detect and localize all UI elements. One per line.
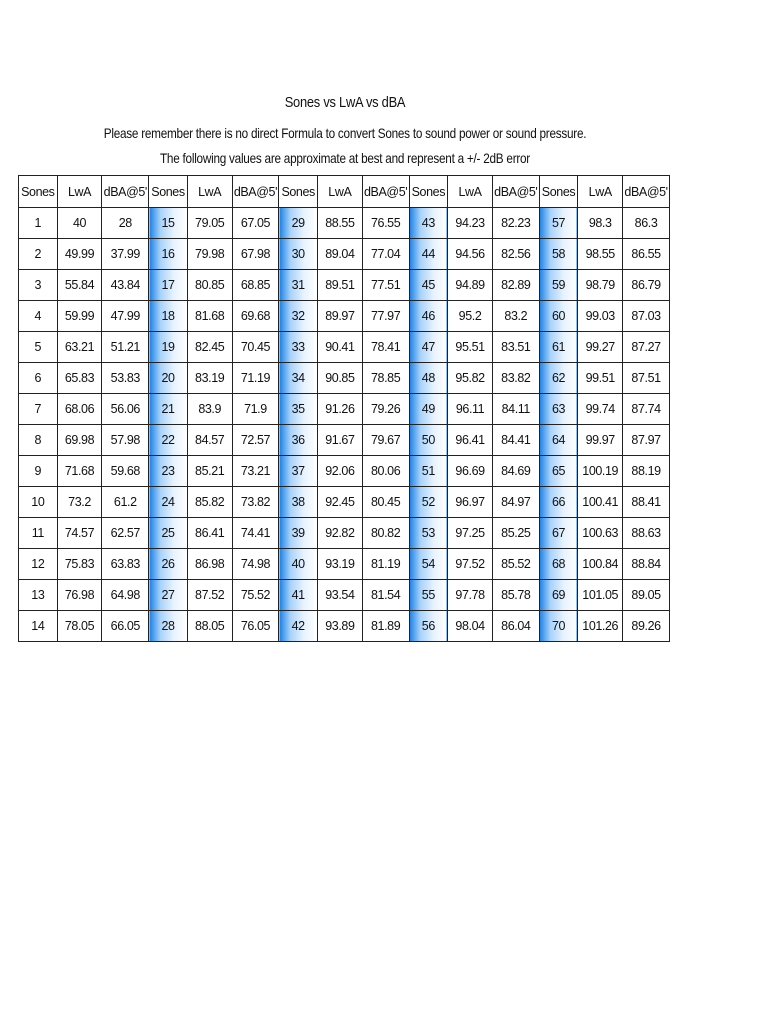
column-header: Sones bbox=[279, 176, 318, 208]
lwa-cell: 93.89 bbox=[317, 611, 362, 642]
lwa-cell: 99.27 bbox=[578, 332, 623, 363]
lwa-cell: 98.79 bbox=[578, 270, 623, 301]
lwa-cell: 96.41 bbox=[448, 425, 493, 456]
dba-cell: 73.21 bbox=[232, 456, 279, 487]
dba-cell: 88.41 bbox=[623, 487, 670, 518]
lwa-cell: 85.82 bbox=[187, 487, 232, 518]
table-row bbox=[19, 301, 670, 332]
dba-cell: 88.63 bbox=[623, 518, 670, 549]
dba-cell: 80.82 bbox=[362, 518, 409, 549]
dba-cell: 84.97 bbox=[492, 487, 539, 518]
dba-cell: 83.51 bbox=[492, 332, 539, 363]
dba-cell: 86.3 bbox=[623, 208, 670, 239]
column-header: Sones bbox=[19, 176, 58, 208]
sones-cell: 34 bbox=[279, 363, 318, 394]
dba-cell: 87.27 bbox=[623, 332, 670, 363]
sones-cell: 31 bbox=[279, 270, 318, 301]
lwa-cell: 68.06 bbox=[57, 394, 102, 425]
dba-cell: 61.2 bbox=[102, 487, 149, 518]
dba-cell: 74.98 bbox=[232, 549, 279, 580]
lwa-cell: 96.11 bbox=[448, 394, 493, 425]
lwa-cell: 94.89 bbox=[448, 270, 493, 301]
sones-cell: 9 bbox=[19, 456, 58, 487]
dba-cell: 78.85 bbox=[362, 363, 409, 394]
lwa-cell: 89.04 bbox=[317, 239, 362, 270]
dba-cell: 82.56 bbox=[492, 239, 539, 270]
sones-cell: 48 bbox=[409, 363, 448, 394]
sones-cell: 57 bbox=[539, 208, 578, 239]
dba-cell: 63.83 bbox=[102, 549, 149, 580]
dba-cell: 71.9 bbox=[232, 394, 279, 425]
dba-cell: 37.99 bbox=[102, 239, 149, 270]
lwa-cell: 63.21 bbox=[57, 332, 102, 363]
sones-cell: 25 bbox=[149, 518, 188, 549]
lwa-cell: 91.67 bbox=[317, 425, 362, 456]
sones-cell: 17 bbox=[149, 270, 188, 301]
lwa-cell: 88.55 bbox=[317, 208, 362, 239]
lwa-cell: 97.78 bbox=[448, 580, 493, 611]
sones-cell: 50 bbox=[409, 425, 448, 456]
sones-cell: 14 bbox=[19, 611, 58, 642]
dba-cell: 86.79 bbox=[623, 270, 670, 301]
page-title: Sones vs LwA vs dBA bbox=[284, 94, 406, 111]
sones-cell: 32 bbox=[279, 301, 318, 332]
lwa-cell: 99.51 bbox=[578, 363, 623, 394]
sones-cell: 67 bbox=[539, 518, 578, 549]
sones-cell: 3 bbox=[19, 270, 58, 301]
lwa-cell: 100.41 bbox=[578, 487, 623, 518]
table-row bbox=[19, 487, 670, 518]
dba-cell: 76.55 bbox=[362, 208, 409, 239]
table-row bbox=[19, 394, 670, 425]
dba-cell: 64.98 bbox=[102, 580, 149, 611]
lwa-cell: 74.57 bbox=[57, 518, 102, 549]
table-header-row bbox=[19, 176, 670, 208]
sones-cell: 37 bbox=[279, 456, 318, 487]
sones-cell: 52 bbox=[409, 487, 448, 518]
dba-cell: 62.57 bbox=[102, 518, 149, 549]
sones-cell: 39 bbox=[279, 518, 318, 549]
dba-cell: 86.04 bbox=[492, 611, 539, 642]
disclaimer-line-2: The following values are approximate at best and represent a +/- 2dB error bbox=[160, 150, 530, 166]
sones-cell: 61 bbox=[539, 332, 578, 363]
lwa-cell: 69.98 bbox=[57, 425, 102, 456]
dba-cell: 82.89 bbox=[492, 270, 539, 301]
lwa-cell: 82.45 bbox=[187, 332, 232, 363]
lwa-cell: 95.82 bbox=[448, 363, 493, 394]
sones-cell: 53 bbox=[409, 518, 448, 549]
lwa-cell: 83.9 bbox=[187, 394, 232, 425]
lwa-cell: 100.63 bbox=[578, 518, 623, 549]
sones-cell: 18 bbox=[149, 301, 188, 332]
sones-cell: 49 bbox=[409, 394, 448, 425]
dba-cell: 88.19 bbox=[623, 456, 670, 487]
dba-cell: 84.69 bbox=[492, 456, 539, 487]
dba-cell: 69.68 bbox=[232, 301, 279, 332]
column-header: dBA@5' bbox=[623, 176, 670, 208]
dba-cell: 81.19 bbox=[362, 549, 409, 580]
table-body bbox=[19, 208, 670, 642]
table-row bbox=[19, 456, 670, 487]
lwa-cell: 89.97 bbox=[317, 301, 362, 332]
sones-cell: 68 bbox=[539, 549, 578, 580]
column-header: LwA bbox=[187, 176, 232, 208]
sones-cell: 41 bbox=[279, 580, 318, 611]
lwa-cell: 93.19 bbox=[317, 549, 362, 580]
lwa-cell: 95.2 bbox=[448, 301, 493, 332]
sones-cell: 62 bbox=[539, 363, 578, 394]
sones-cell: 70 bbox=[539, 611, 578, 642]
lwa-cell: 55.84 bbox=[57, 270, 102, 301]
sones-cell: 60 bbox=[539, 301, 578, 332]
dba-cell: 57.98 bbox=[102, 425, 149, 456]
sones-cell: 36 bbox=[279, 425, 318, 456]
lwa-cell: 87.52 bbox=[187, 580, 232, 611]
dba-cell: 85.25 bbox=[492, 518, 539, 549]
sones-cell: 21 bbox=[149, 394, 188, 425]
sones-cell: 13 bbox=[19, 580, 58, 611]
lwa-cell: 98.04 bbox=[448, 611, 493, 642]
lwa-cell: 89.51 bbox=[317, 270, 362, 301]
lwa-cell: 98.55 bbox=[578, 239, 623, 270]
table-row bbox=[19, 518, 670, 549]
table-row bbox=[19, 363, 670, 394]
sones-cell: 8 bbox=[19, 425, 58, 456]
table-row bbox=[19, 611, 670, 642]
dba-cell: 76.05 bbox=[232, 611, 279, 642]
sones-cell: 29 bbox=[279, 208, 318, 239]
lwa-cell: 75.83 bbox=[57, 549, 102, 580]
table-row bbox=[19, 270, 670, 301]
sones-cell: 11 bbox=[19, 518, 58, 549]
lwa-cell: 100.84 bbox=[578, 549, 623, 580]
lwa-cell: 59.99 bbox=[57, 301, 102, 332]
sones-cell: 6 bbox=[19, 363, 58, 394]
lwa-cell: 97.25 bbox=[448, 518, 493, 549]
dba-cell: 89.26 bbox=[623, 611, 670, 642]
sones-cell: 66 bbox=[539, 487, 578, 518]
sones-cell: 33 bbox=[279, 332, 318, 363]
dba-cell: 77.97 bbox=[362, 301, 409, 332]
lwa-cell: 97.52 bbox=[448, 549, 493, 580]
sones-cell: 40 bbox=[279, 549, 318, 580]
sones-cell: 51 bbox=[409, 456, 448, 487]
lwa-cell: 79.98 bbox=[187, 239, 232, 270]
dba-cell: 84.41 bbox=[492, 425, 539, 456]
dba-cell: 79.67 bbox=[362, 425, 409, 456]
dba-cell: 75.52 bbox=[232, 580, 279, 611]
lwa-cell: 49.99 bbox=[57, 239, 102, 270]
lwa-cell: 85.21 bbox=[187, 456, 232, 487]
table-row bbox=[19, 208, 670, 239]
sones-cell: 56 bbox=[409, 611, 448, 642]
dba-cell: 78.41 bbox=[362, 332, 409, 363]
dba-cell: 87.97 bbox=[623, 425, 670, 456]
dba-cell: 67.05 bbox=[232, 208, 279, 239]
lwa-cell: 93.54 bbox=[317, 580, 362, 611]
table-row bbox=[19, 239, 670, 270]
sones-cell: 43 bbox=[409, 208, 448, 239]
table-row bbox=[19, 332, 670, 363]
lwa-cell: 96.69 bbox=[448, 456, 493, 487]
lwa-cell: 84.57 bbox=[187, 425, 232, 456]
sones-cell: 65 bbox=[539, 456, 578, 487]
column-header: dBA@5' bbox=[362, 176, 409, 208]
lwa-cell: 86.98 bbox=[187, 549, 232, 580]
table-row bbox=[19, 580, 670, 611]
lwa-cell: 98.3 bbox=[578, 208, 623, 239]
dba-cell: 85.52 bbox=[492, 549, 539, 580]
lwa-cell: 79.05 bbox=[187, 208, 232, 239]
disclaimer-line-1: Please remember there is no direct Formula to convert Sones to sound power or sound pressure. bbox=[103, 125, 587, 141]
sones-cell: 69 bbox=[539, 580, 578, 611]
dba-cell: 84.11 bbox=[492, 394, 539, 425]
sones-cell: 64 bbox=[539, 425, 578, 456]
dba-cell: 51.21 bbox=[102, 332, 149, 363]
lwa-cell: 78.05 bbox=[57, 611, 102, 642]
column-header: LwA bbox=[57, 176, 102, 208]
dba-cell: 72.57 bbox=[232, 425, 279, 456]
sones-cell: 10 bbox=[19, 487, 58, 518]
column-header: Sones bbox=[409, 176, 448, 208]
dba-cell: 82.23 bbox=[492, 208, 539, 239]
lwa-cell: 90.41 bbox=[317, 332, 362, 363]
column-header: dBA@5' bbox=[492, 176, 539, 208]
dba-cell: 68.85 bbox=[232, 270, 279, 301]
sones-cell: 42 bbox=[279, 611, 318, 642]
sones-cell: 20 bbox=[149, 363, 188, 394]
lwa-cell: 95.51 bbox=[448, 332, 493, 363]
sones-cell: 27 bbox=[149, 580, 188, 611]
dba-cell: 77.51 bbox=[362, 270, 409, 301]
dba-cell: 59.68 bbox=[102, 456, 149, 487]
dba-cell: 80.45 bbox=[362, 487, 409, 518]
sones-cell: 2 bbox=[19, 239, 58, 270]
lwa-cell: 99.97 bbox=[578, 425, 623, 456]
column-header: LwA bbox=[448, 176, 493, 208]
sones-cell: 55 bbox=[409, 580, 448, 611]
lwa-cell: 73.2 bbox=[57, 487, 102, 518]
lwa-cell: 96.97 bbox=[448, 487, 493, 518]
table-row bbox=[19, 549, 670, 580]
dba-cell: 87.03 bbox=[623, 301, 670, 332]
dba-cell: 47.99 bbox=[102, 301, 149, 332]
lwa-cell: 101.26 bbox=[578, 611, 623, 642]
dba-cell: 66.05 bbox=[102, 611, 149, 642]
table-row bbox=[19, 425, 670, 456]
dba-cell: 74.41 bbox=[232, 518, 279, 549]
dba-cell: 28 bbox=[102, 208, 149, 239]
lwa-cell: 90.85 bbox=[317, 363, 362, 394]
dba-cell: 83.82 bbox=[492, 363, 539, 394]
lwa-cell: 80.85 bbox=[187, 270, 232, 301]
sones-cell: 19 bbox=[149, 332, 188, 363]
column-header: Sones bbox=[149, 176, 188, 208]
sones-cell: 44 bbox=[409, 239, 448, 270]
lwa-cell: 91.26 bbox=[317, 394, 362, 425]
sones-cell: 12 bbox=[19, 549, 58, 580]
sones-cell: 23 bbox=[149, 456, 188, 487]
column-header: Sones bbox=[539, 176, 578, 208]
lwa-cell: 100.19 bbox=[578, 456, 623, 487]
dba-cell: 70.45 bbox=[232, 332, 279, 363]
lwa-cell: 71.68 bbox=[57, 456, 102, 487]
sones-cell: 30 bbox=[279, 239, 318, 270]
lwa-cell: 99.74 bbox=[578, 394, 623, 425]
sones-cell: 1 bbox=[19, 208, 58, 239]
sones-cell: 38 bbox=[279, 487, 318, 518]
lwa-cell: 101.05 bbox=[578, 580, 623, 611]
lwa-cell: 86.41 bbox=[187, 518, 232, 549]
lwa-cell: 76.98 bbox=[57, 580, 102, 611]
sones-conversion-table bbox=[18, 175, 670, 642]
lwa-cell: 88.05 bbox=[187, 611, 232, 642]
dba-cell: 80.06 bbox=[362, 456, 409, 487]
lwa-cell: 99.03 bbox=[578, 301, 623, 332]
dba-cell: 67.98 bbox=[232, 239, 279, 270]
lwa-cell: 92.45 bbox=[317, 487, 362, 518]
dba-cell: 79.26 bbox=[362, 394, 409, 425]
sones-cell: 46 bbox=[409, 301, 448, 332]
dba-cell: 89.05 bbox=[623, 580, 670, 611]
sones-cell: 16 bbox=[149, 239, 188, 270]
sones-cell: 45 bbox=[409, 270, 448, 301]
sones-cell: 47 bbox=[409, 332, 448, 363]
dba-cell: 81.89 bbox=[362, 611, 409, 642]
dba-cell: 77.04 bbox=[362, 239, 409, 270]
dba-cell: 73.82 bbox=[232, 487, 279, 518]
lwa-cell: 92.82 bbox=[317, 518, 362, 549]
dba-cell: 86.55 bbox=[623, 239, 670, 270]
lwa-cell: 65.83 bbox=[57, 363, 102, 394]
dba-cell: 81.54 bbox=[362, 580, 409, 611]
lwa-cell: 81.68 bbox=[187, 301, 232, 332]
sones-cell: 35 bbox=[279, 394, 318, 425]
sones-cell: 22 bbox=[149, 425, 188, 456]
lwa-cell: 92.06 bbox=[317, 456, 362, 487]
sones-cell: 15 bbox=[149, 208, 188, 239]
sones-cell: 24 bbox=[149, 487, 188, 518]
lwa-cell: 83.19 bbox=[187, 363, 232, 394]
dba-cell: 56.06 bbox=[102, 394, 149, 425]
column-header: dBA@5' bbox=[102, 176, 149, 208]
sones-cell: 63 bbox=[539, 394, 578, 425]
lwa-cell: 40 bbox=[57, 208, 102, 239]
dba-cell: 87.51 bbox=[623, 363, 670, 394]
dba-cell: 53.83 bbox=[102, 363, 149, 394]
dba-cell: 43.84 bbox=[102, 270, 149, 301]
dba-cell: 87.74 bbox=[623, 394, 670, 425]
sones-cell: 26 bbox=[149, 549, 188, 580]
lwa-cell: 94.56 bbox=[448, 239, 493, 270]
column-header: LwA bbox=[578, 176, 623, 208]
column-header: LwA bbox=[317, 176, 362, 208]
dba-cell: 88.84 bbox=[623, 549, 670, 580]
sones-cell: 28 bbox=[149, 611, 188, 642]
sones-cell: 59 bbox=[539, 270, 578, 301]
sones-cell: 5 bbox=[19, 332, 58, 363]
dba-cell: 85.78 bbox=[492, 580, 539, 611]
sones-cell: 58 bbox=[539, 239, 578, 270]
dba-cell: 71.19 bbox=[232, 363, 279, 394]
sones-cell: 54 bbox=[409, 549, 448, 580]
sones-cell: 4 bbox=[19, 301, 58, 332]
dba-cell: 83.2 bbox=[492, 301, 539, 332]
lwa-cell: 94.23 bbox=[448, 208, 493, 239]
column-header: dBA@5' bbox=[232, 176, 279, 208]
sones-cell: 7 bbox=[19, 394, 58, 425]
